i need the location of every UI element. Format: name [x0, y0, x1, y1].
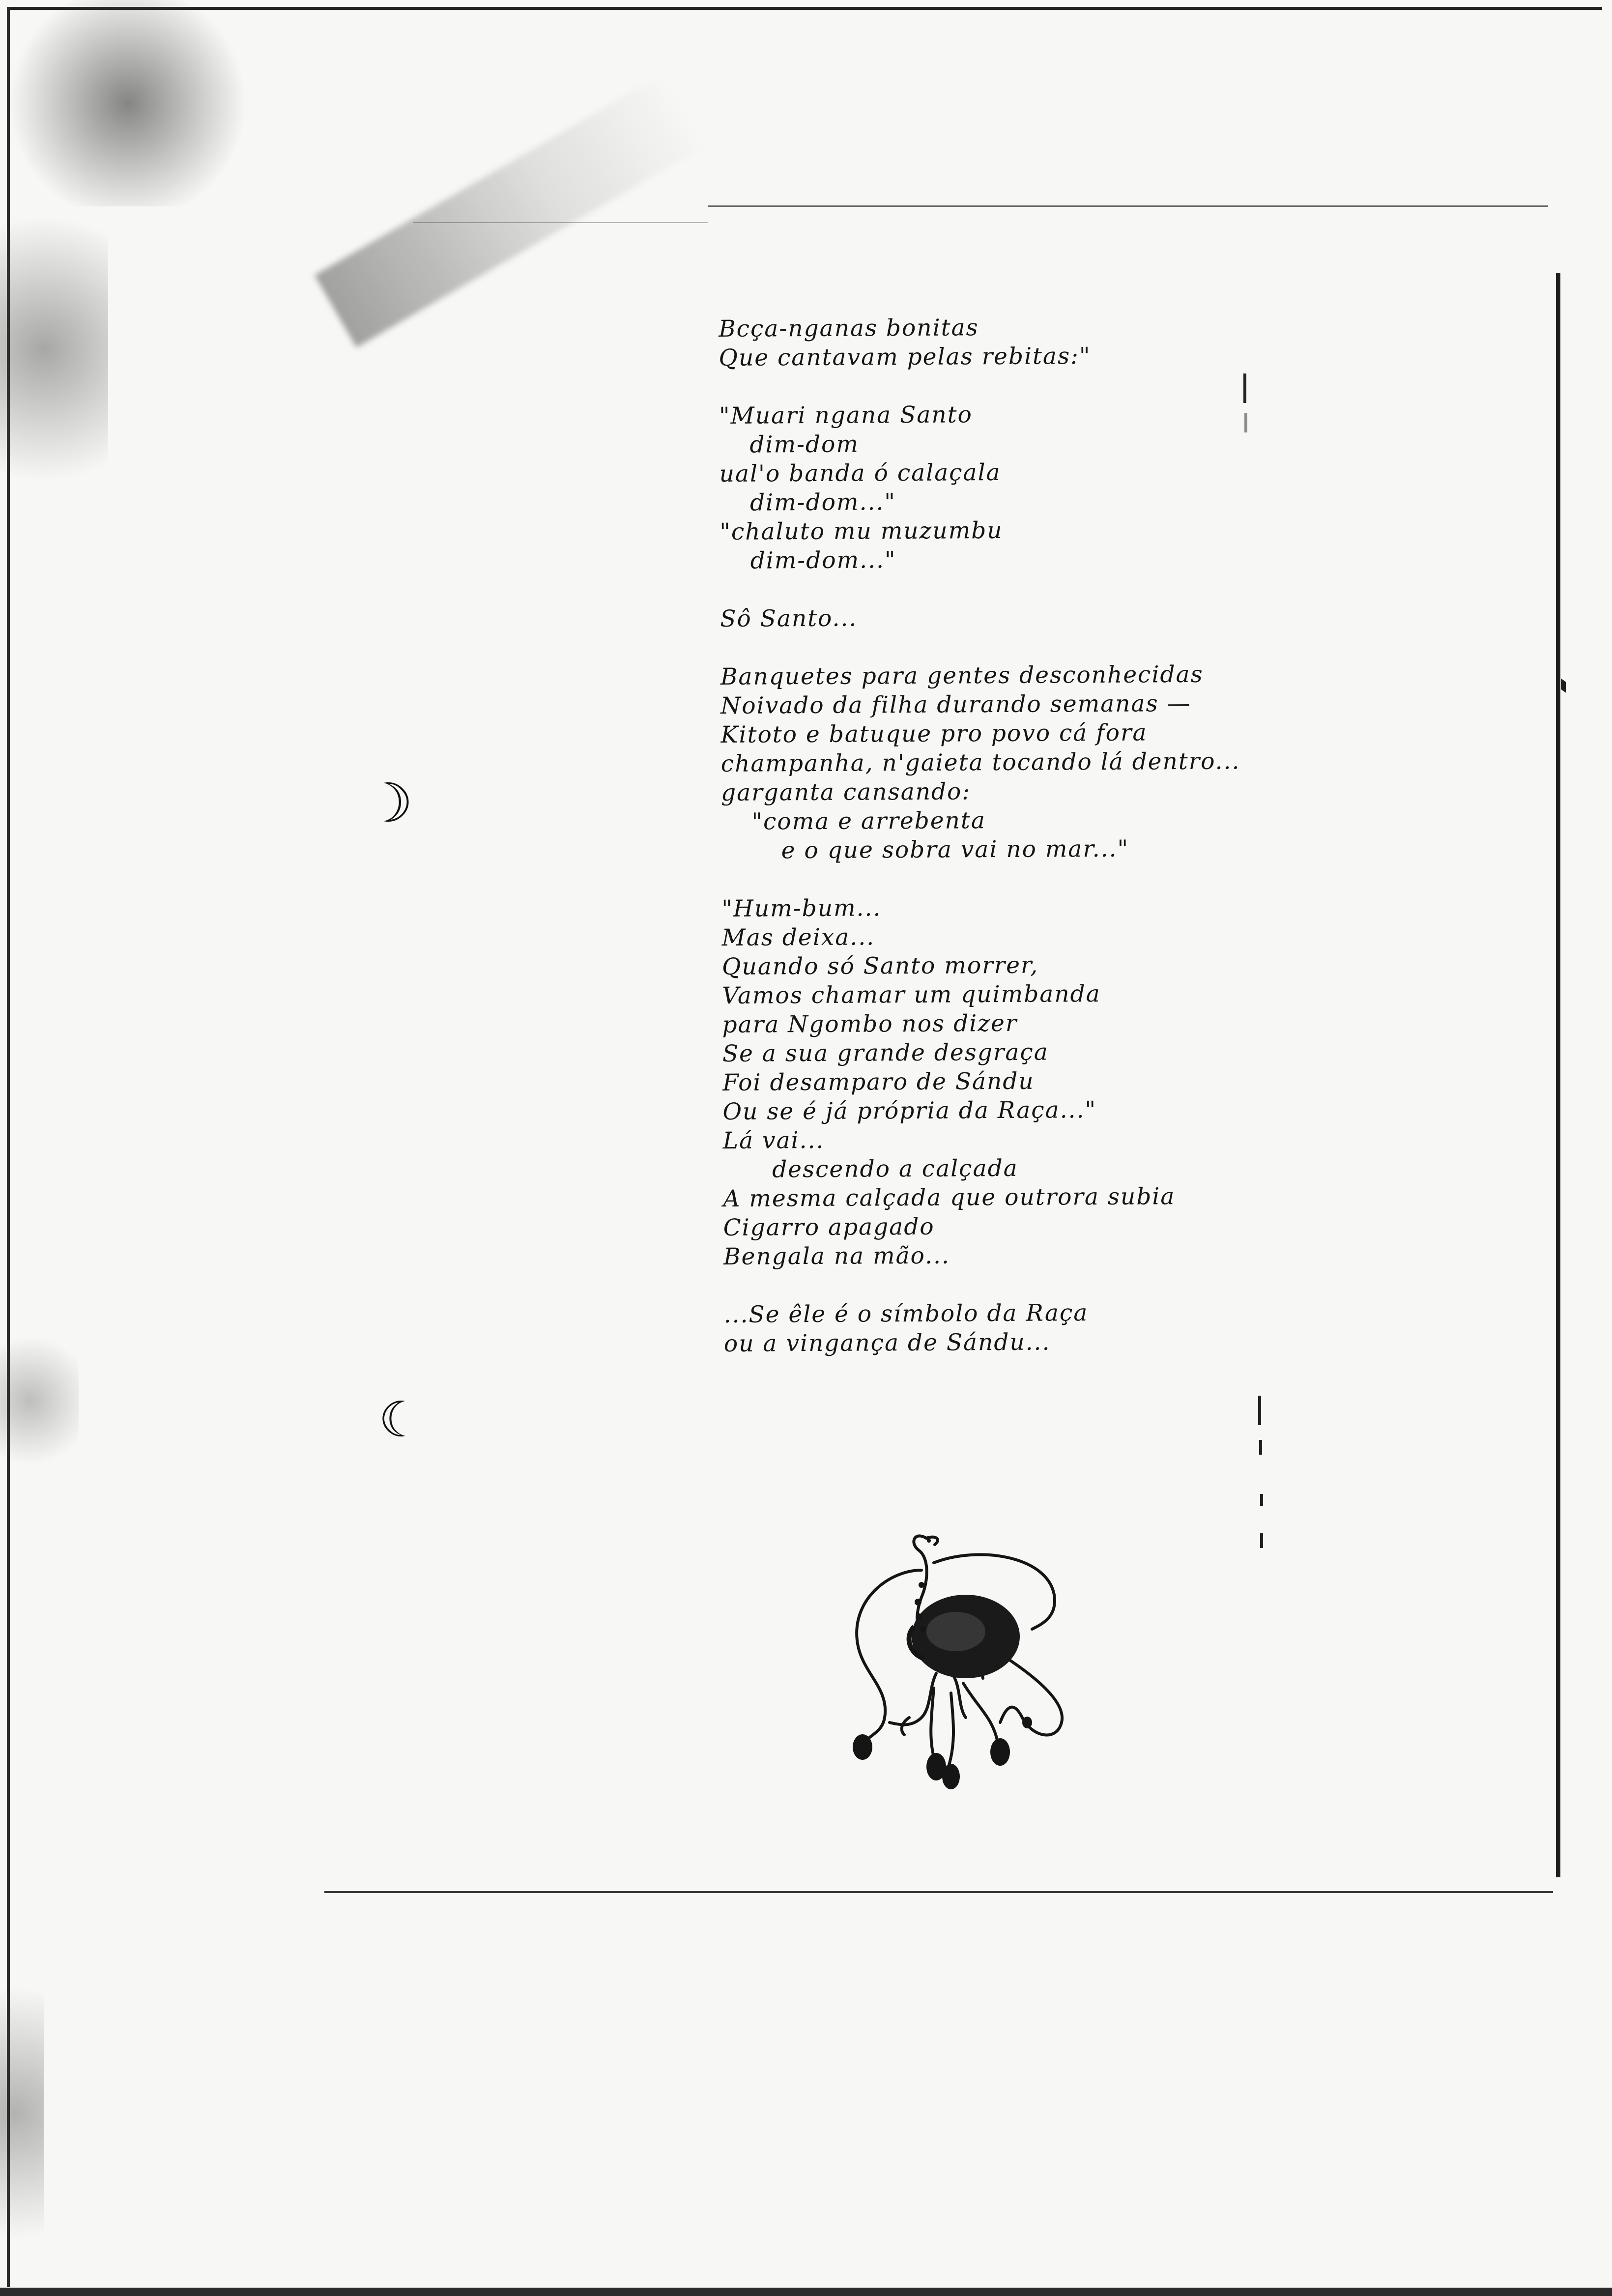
scan-noise-top-left: [0, 0, 256, 206]
margin-mark: [1258, 1396, 1261, 1425]
page-frame-right-notch: [1561, 678, 1566, 692]
scan-noise-left-middle: [0, 1327, 79, 1474]
poem-line: Foi desamparo de Sándu: [722, 1067, 1035, 1096]
poem-line: garganta cansando:: [720, 778, 971, 806]
poem-line: champanha, n'gaieta tocando lá dentro...: [720, 747, 1240, 777]
poem-line: dim-dom...": [750, 546, 896, 574]
poem-line: ou a vingança de Sándu...: [723, 1328, 1051, 1357]
poem-line: Banquetes para gentes desconhecidas: [720, 660, 1204, 690]
poem-text: [719, 310, 1530, 1387]
poem-line: Lá vai...: [722, 1126, 825, 1154]
poem-line: Quando só Santo morrer,: [721, 951, 1039, 980]
margin-mark: [1260, 1533, 1263, 1548]
poem-line: "chaluto mu muzumbu: [720, 517, 1003, 545]
poem-line: Sô Santo...: [720, 604, 858, 632]
stanza: [719, 397, 1526, 575]
margin-mark: [1259, 1440, 1262, 1455]
poem-line: Que cantavam pelas rebitas:": [719, 343, 1091, 372]
poem-line: Ou se é já própria da Raça...": [722, 1096, 1097, 1125]
poem-line: dim-dom: [749, 430, 860, 459]
stanza: [721, 890, 1529, 1271]
poem-line: Se a sua grande desgraça: [722, 1038, 1049, 1067]
scan-smudge-streak: [315, 74, 705, 347]
stanza: [724, 1296, 1530, 1358]
poem-line: Noivado da filha durando semanas —: [720, 689, 1191, 719]
binding-punch-hole-icon: ☾: [378, 1391, 423, 1448]
stanza: [719, 310, 1525, 373]
page-frame-bottom-rule: [324, 1891, 1553, 1893]
scan-noise-left-lower: [0, 1941, 44, 2285]
poem-line: Mas deixa...: [721, 923, 875, 951]
ostrich-bird-ornament-icon: [831, 1511, 1086, 1796]
page-frame-right-bar: [1556, 273, 1560, 1877]
poem-line: descendo a calçada: [772, 1154, 1018, 1183]
poem-line: ual'o banda ó calaçala: [719, 459, 1001, 488]
poem-line: A mesma calçada que outrora subia: [723, 1183, 1176, 1212]
poem-line: "Hum-bum...: [721, 894, 882, 922]
stanza: [720, 658, 1527, 865]
poem-line: "Muari ngana Santo: [719, 401, 973, 430]
poem-line: Bcça-nganas bonitas: [719, 314, 979, 343]
poem-line: e o que sobra vai no mar...": [781, 835, 1129, 864]
poem-line: para Ngombo nos dizer: [722, 1009, 1018, 1038]
poem-line: Cigarro apagado: [723, 1213, 935, 1241]
stanza: [720, 600, 1526, 633]
page-frame-top-rule: [708, 205, 1548, 207]
poem-line: Bengala na mão...: [723, 1242, 950, 1270]
page-frame-top-rule-faint: [413, 222, 708, 223]
scan-noise-left-upper: [0, 177, 108, 521]
poem-line: Vamos chamar um quimbanda: [722, 980, 1101, 1009]
binding-punch-hole-icon: ☽: [365, 772, 413, 834]
poem-line: "coma e arrebenta: [751, 807, 986, 835]
poem-line: ...Se êle é o símbolo da Raça: [723, 1299, 1089, 1328]
poem-line: dim-dom...": [749, 488, 896, 517]
margin-mark: [1260, 1494, 1263, 1506]
scan-border-bottom: [0, 2288, 1612, 2296]
poem-line: Kitoto e batuque pro povo cá fora: [720, 719, 1148, 748]
